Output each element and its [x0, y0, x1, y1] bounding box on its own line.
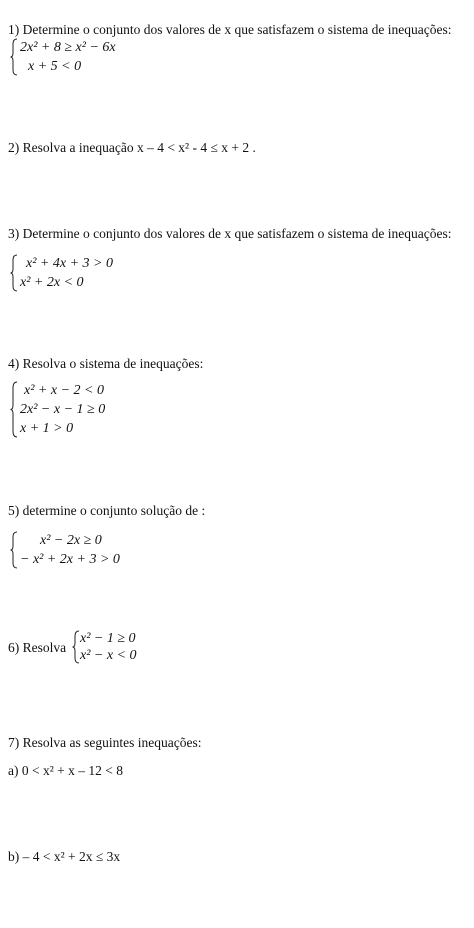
system-line: 2x² + 8 ≥ x² − 6x [20, 40, 116, 55]
brace-icon [10, 254, 18, 292]
brace-icon [10, 531, 18, 569]
system-line: x² + 4x + 3 > 0 [26, 256, 113, 271]
system-line: x + 1 > 0 [20, 421, 74, 436]
brace-icon [72, 630, 80, 664]
question-3-text: 3) Determine o conjunto dos valores de x que satisfazem o sistema de inequações: [8, 226, 452, 241]
system-line: x² − 2x ≥ 0 [40, 533, 102, 548]
question-1-text: 1) Determine o conjunto dos valores de x que satisfazem o sistema de inequações: [8, 22, 452, 37]
question-4-text: 4) Resolva o sistema de inequações: [8, 356, 204, 371]
question-6-text: 6) Resolva [8, 640, 67, 655]
system-line: 2x² − x − 1 ≥ 0 [20, 402, 106, 417]
system-line: − x² + 2x + 3 > 0 [20, 552, 120, 567]
question-7-text: 7) Resolva as seguintes inequações: [8, 735, 202, 750]
system-line: x + 5 < 0 [28, 59, 82, 74]
system-line: x² + x − 2 < 0 [24, 383, 104, 398]
system-line: x² − x < 0 [80, 648, 137, 663]
question-5-text: 5) determine o conjunto solução de : [8, 503, 206, 518]
system-line: x² − 1 ≥ 0 [80, 631, 136, 646]
system-line: x² + 2x < 0 [20, 275, 84, 290]
question-7a-text: a) 0 < x² + x – 12 < 8 [8, 763, 124, 778]
question-2-text: 2) Resolva a inequação x – 4 < x² - 4 ≤ x + 2 . [8, 140, 256, 155]
question-7b-text: b) – 4 < x² + 2x ≤ 3x [8, 849, 121, 864]
brace-icon [10, 38, 18, 76]
brace-icon [10, 381, 18, 438]
